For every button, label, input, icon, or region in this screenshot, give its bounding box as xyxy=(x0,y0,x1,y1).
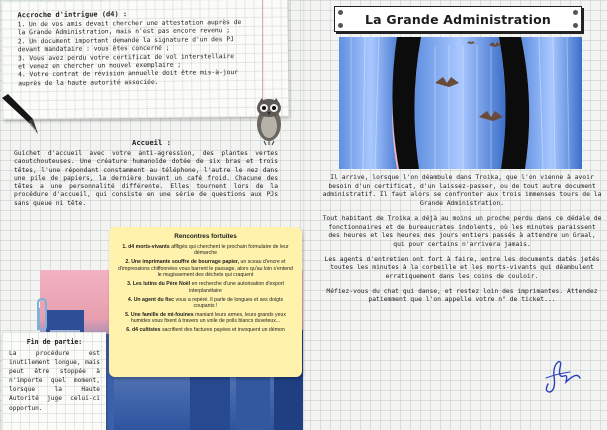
encounter-item: 1. d4 morts-vivants affligés qui cherchent le prochain formulaire de leur démarche xyxy=(122,244,289,257)
intro-paragraph: Méfiez-vous du chat qui danse, et restez loin des imprimantes. Attendez patiemment que l'on appelle votre n° de ticket... xyxy=(326,287,598,304)
three-towers-illustration xyxy=(339,37,582,169)
intro-paragraph: Tout habitant de Troika a déjà au moins un proche perdu dans ce dédale de fonctionnaires et de bureaucrates indolents, où les minutes paraissent des heures et les heures des jours entiers passés à attendre un Graal, qui pour certains n'arrivera jamais. xyxy=(322,214,602,248)
screw-icon xyxy=(573,23,578,28)
welcome-heading: Accueil : xyxy=(132,138,171,147)
encounter-item: 2. Une imprimante souffre de bourrage papier, un sceau d'encre et d'impressions chiffonnées vous barrent le passage, alors qu'au loin s'entend le mugissement des déchets qui craquent xyxy=(118,259,293,279)
intro-text xyxy=(322,174,602,311)
end-of-game-card xyxy=(2,332,106,430)
plot-hook-title: Accroche d'intrigue (d4) : xyxy=(17,10,128,20)
encounter-item: 4. Un agent du fisc vous a repéré. Il parle de longues et ses doigts coupants ! xyxy=(127,296,284,310)
intro-paragraph: Les agents d'entretien ont fort à faire, entre les documents datés jetés toutes les minutes à la corbeille et les morts-vivants qui déambulent erratiquement dans les coins de couloir. xyxy=(324,255,600,281)
author-signature xyxy=(540,354,584,396)
welcome-text: Guichet d'accueil avec votre anti-agression, des plantes vertes caoutchouteuses. Une créature humanoïde dotée de six bras et trois têtes, l'une répondant constamment au téléphone, l'autre le nez dans une pile de papiers, la dernière buvant un café froid. Chacune des têtes a une personnalité différente. Elles tournent lors de la procédure d'accueil, qui consiste en une série de questions aux PJs sans queue ni tête. xyxy=(14,150,278,207)
intro-paragraph: Il arrive, lorsque l'on déambule dans Troika, que l'on vienne à avoir besoin d'un certificat, d'un laissez-passer, ou de tout autre document administratif. Il faut alors se confronter aux trois immenses tours de la Grande Administration. xyxy=(322,174,602,208)
end-of-game-title: Fin de partie: xyxy=(26,338,83,346)
random-encounters-note xyxy=(109,227,302,377)
plot-hook-card xyxy=(1,0,288,119)
plot-hook-line: 4. Votre contrat de révision annuelle doit être mis-à-jour xyxy=(18,69,239,79)
plot-hook-line: 3. Vous avez perdu votre certificat de vol interstellaire xyxy=(17,52,235,62)
plot-hook-line: 2. Un document important demande la signature d'un des PJ xyxy=(17,35,234,46)
page-fold xyxy=(303,0,305,430)
plot-hook-line: devant mandataire : vous êtes concerné ; xyxy=(17,44,170,54)
plot-hook-line: auprès de la haute autorité associée. xyxy=(18,78,159,88)
screw-icon xyxy=(573,10,578,15)
encounters-title: Rencontres fortuites xyxy=(174,233,237,240)
end-of-game-text: La procédure est inutilement longue, mais peut être stoppée à n'importe quel moment, lorsque la Haute Autorité juge celui-ci opportun. xyxy=(9,350,100,412)
encounter-item: 6. d4 cultistes sacrifient des factures payées et invoquent un démon xyxy=(126,327,285,334)
screw-icon xyxy=(338,10,343,15)
page-title-plate xyxy=(334,6,582,32)
encounter-item: 3. Les lutins du Père Noël en recherche d'une autorisation d'export interplanétaire xyxy=(127,281,284,294)
paperclip-icon xyxy=(30,296,54,334)
plot-hook-list xyxy=(18,19,279,89)
plot-hook-line: la Grande Administration, mais n'est pas encore revenu ; xyxy=(17,27,231,37)
plot-hook-line: 1. Un de vos amis devait chercher une attestation auprès de xyxy=(17,18,242,29)
fountain-pen-icon xyxy=(0,92,40,136)
screw-icon xyxy=(338,23,343,28)
encounter-item: 5. Une famille de mi-fouines maniant leurs armes, leurs grands yeux humides vous fixent à travers un voile de poils blancs duveteux... xyxy=(125,312,286,325)
page-title: La Grande Administration xyxy=(365,11,551,27)
encounters-list xyxy=(117,244,294,334)
plot-hook-line: et venez en chercher un nouvel exemplaire ; xyxy=(18,61,182,71)
